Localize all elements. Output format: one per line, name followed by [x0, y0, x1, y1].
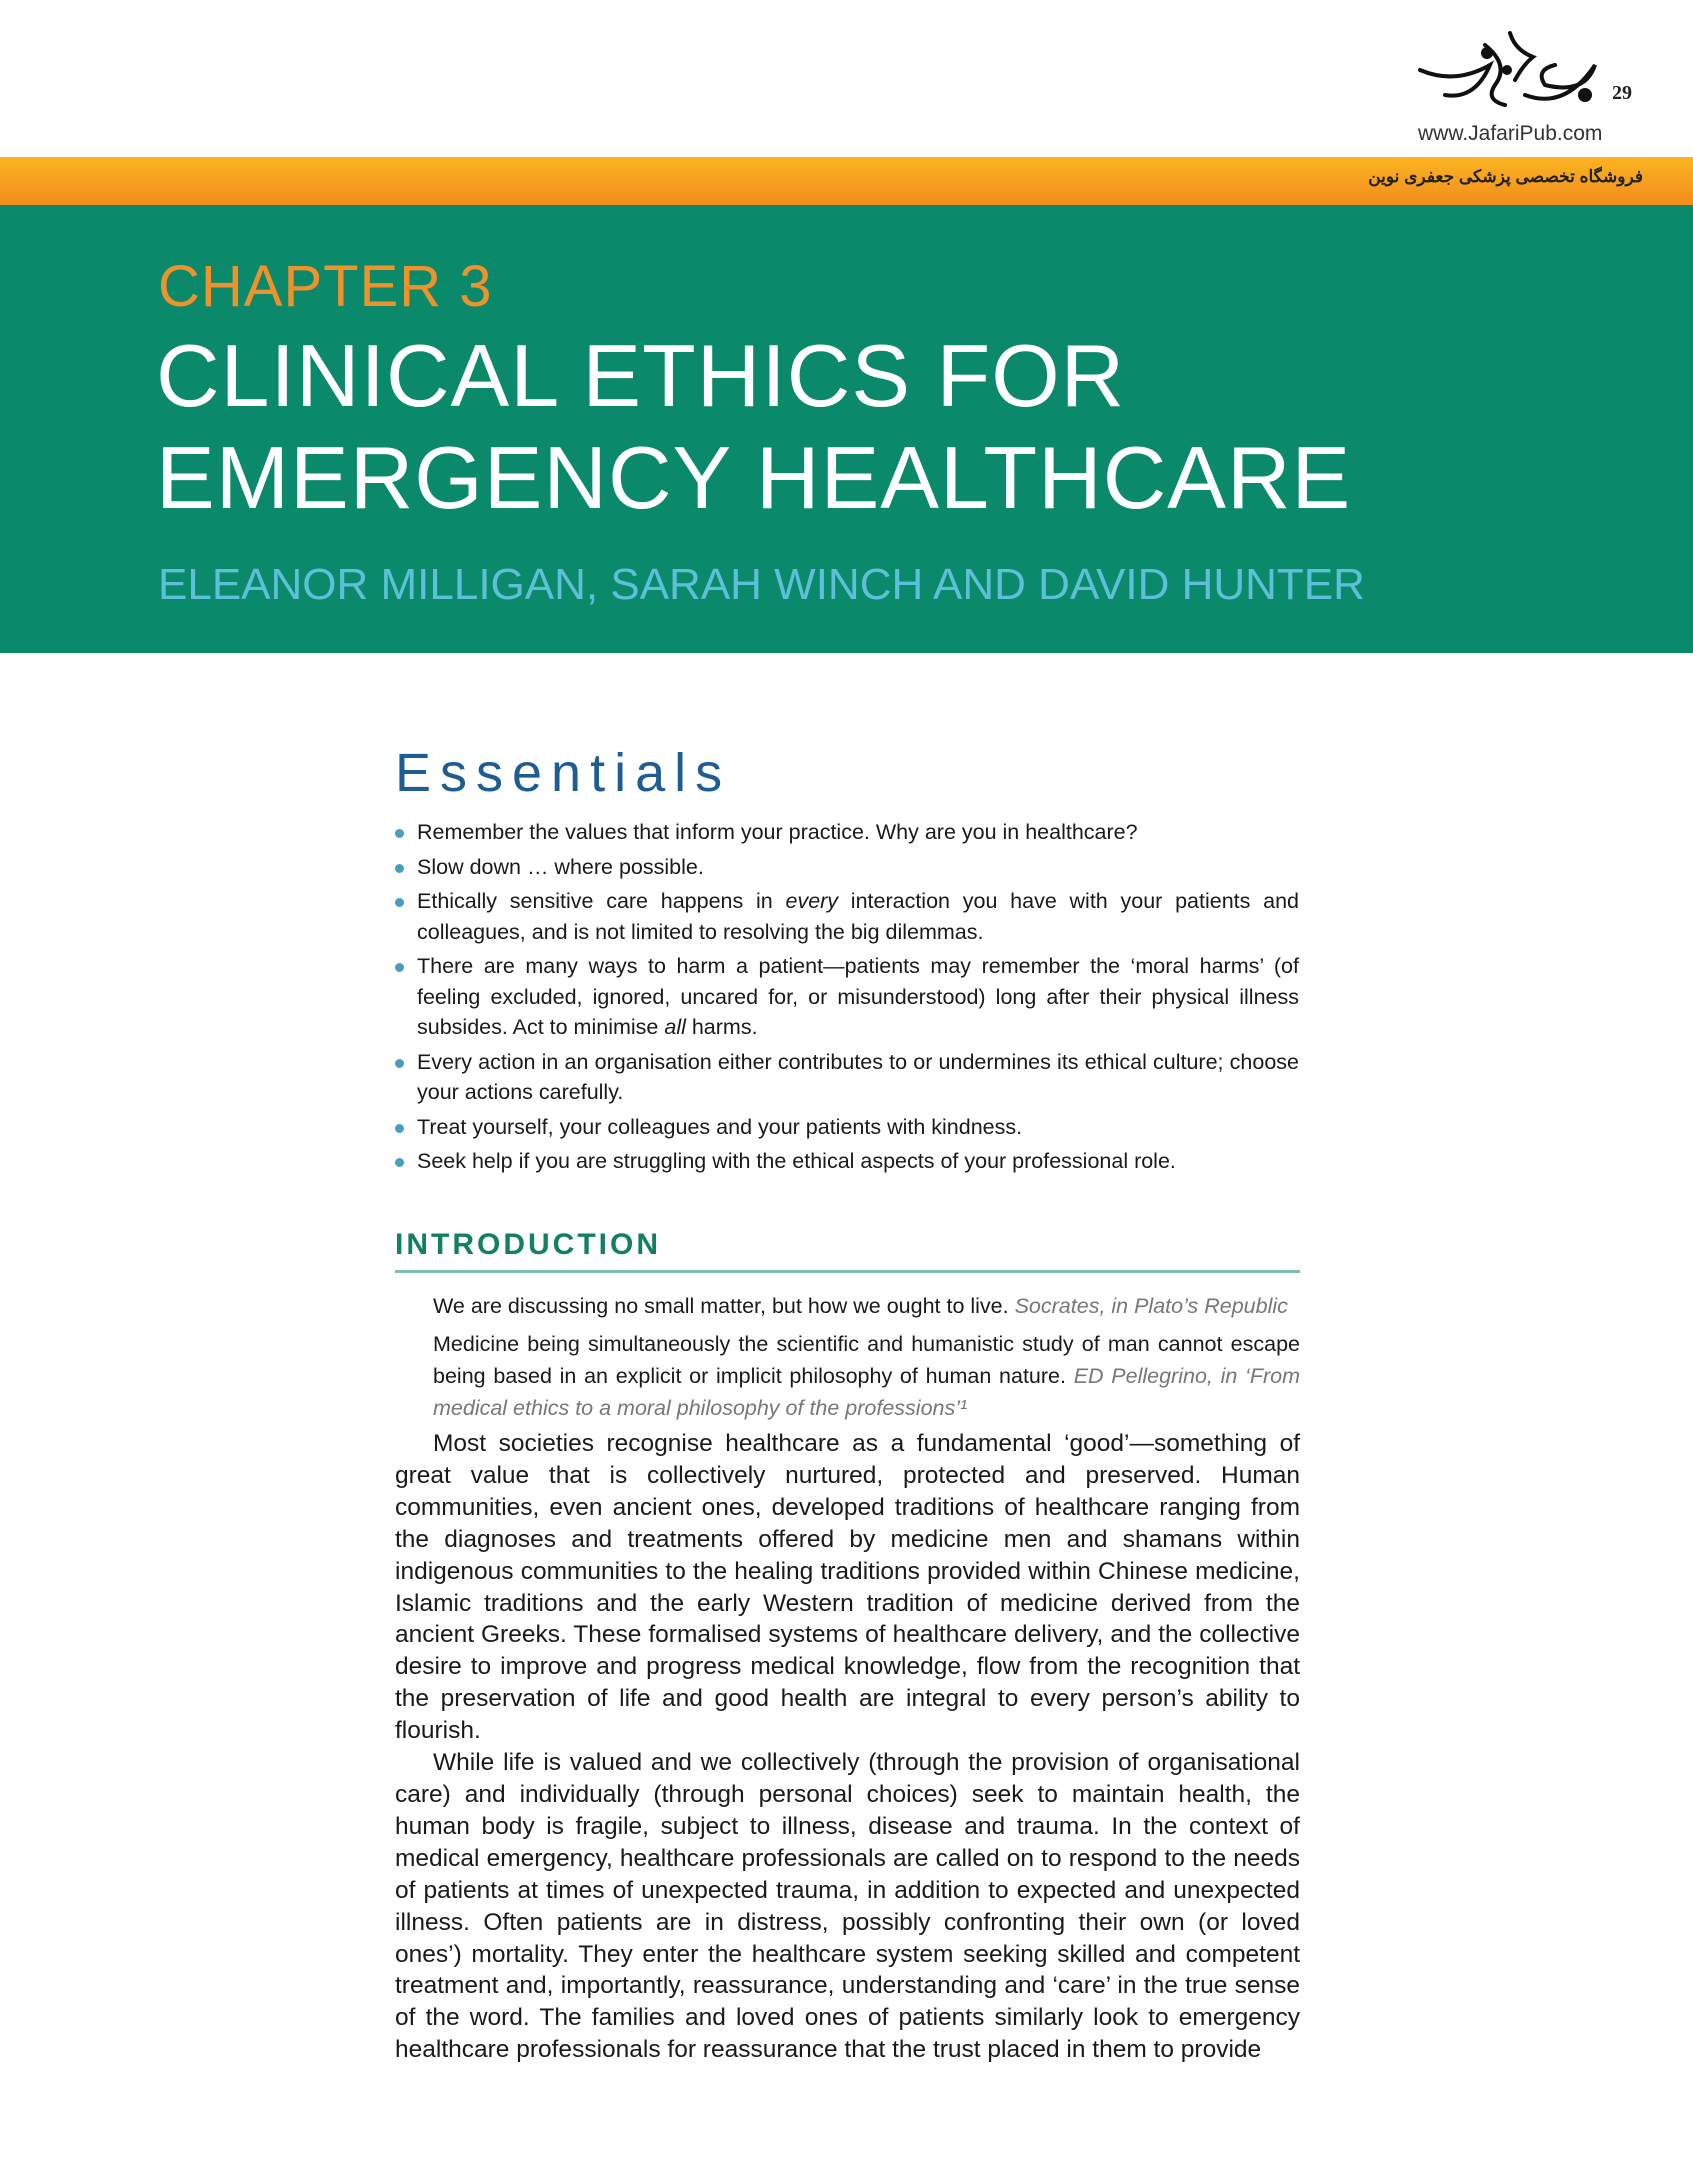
band-text: فروشگاه تخصصی پزشکی جعفری نوین	[1368, 167, 1643, 186]
website-url: www.JafariPub.com	[1418, 122, 1603, 145]
introduction-heading: INTRODUCTION	[395, 1228, 661, 1261]
chapter-title	[156, 325, 1351, 529]
chapter-header	[0, 205, 1693, 653]
quote-text: Medicine being simultaneously the scientific and humanistic study of man cannot escape being based in an explicit or implicit philosophy of human nature.	[433, 1332, 1300, 1388]
item-text: interaction you have with your patients and colleagues, and is not limited to resolving the big dilemmas.	[417, 889, 1299, 944]
item-emphasis: every	[785, 889, 839, 913]
item-text: Remember the values that inform your practice. Why are you in healthcare?	[417, 820, 1138, 844]
epigraphs	[433, 1290, 1300, 1430]
list-item	[393, 1146, 1299, 1177]
item-text: Slow down … where possible.	[417, 854, 704, 879]
chapter-authors: ELEANOR MILLIGAN, SARAH WINCH AND DAVID HUNTER	[158, 560, 1365, 609]
quote-text: We are discussing no small matter, but how we ought to live.	[433, 1294, 1015, 1318]
body-text	[395, 1428, 1300, 2066]
item-text: There are many ways to harm a patient—patients may remember the ‘moral harms’ (of feeling excluded, ignored, uncared for, or misunderstood) long after their physical illness subsides. Act to minimise	[417, 954, 1299, 1039]
epigraph	[433, 1328, 1300, 1424]
title-line: CLINICAL ETHICS FOR	[156, 326, 1126, 425]
essentials-heading: Essentials	[395, 743, 732, 803]
list-item	[393, 852, 1299, 883]
paragraph: While life is valued and we collectively (through the provision of organisational care) and individually (through personal choices) seek to maintain health, the human body is fragile, subject to illness, disease and trauma. In the context of medical emergency, healthcare professionals are called on to respond to the needs of patients at times of unexpected trauma, in addition to expected and unexpected illness. Often patients are in distress, possibly confronting their own (or loved ones’) mortality. They enter the healthcare system seeking skilled and competent treatment and, importantly, reassurance, understanding and ‘care’ in the true sense of the word. The families and loved ones of patients similarly look to emergency healthcare professionals for reassurance that the trust placed in them to provide	[395, 1749, 1300, 2064]
publisher-band	[0, 157, 1693, 205]
item-text: Ethically sensitive care happens in	[417, 889, 786, 913]
list-item	[393, 951, 1299, 1043]
title-line: EMERGENCY HEALTHCARE	[156, 428, 1352, 527]
list-item	[393, 1112, 1299, 1143]
item-text: Every action in an organisation either contributes to or undermines its ethical culture; choose your actions carefully.	[417, 1049, 1299, 1104]
essentials-list	[393, 817, 1299, 1181]
item-emphasis: all	[664, 1015, 686, 1039]
publisher-logo	[1415, 25, 1615, 125]
item-text: Seek help if you are struggling with the ethical aspects of your professional role.	[417, 1149, 1176, 1173]
list-item	[393, 1047, 1299, 1108]
quote-citation: Socrates, in Plato’s Republic	[1014, 1294, 1288, 1318]
quote-citation: ED Pellegrino, in ‘From medical ethics to a moral philosophy of the professions’¹	[433, 1364, 1300, 1420]
heading-divider	[395, 1270, 1300, 1273]
list-item	[393, 817, 1299, 848]
page-number: 29	[1612, 82, 1632, 104]
item-text: Treat yourself, your colleagues and your patients with kindness.	[417, 1114, 1023, 1139]
paragraph: Most societies recognise healthcare as a fundamental ‘good’—something of great value that is collectively nurtured, protected and preserved. Human communities, even ancient ones, developed traditions of healthcare ranging from the diagnoses and treatments offered by medicine men and shamans within indigenous communities to the healing traditions provided within Chinese medicine, Islamic traditions and the early Western tradition of medicine derived from the ancient Greeks. These formalised systems of healthcare delivery, and the collective desire to improve and progress medical knowledge, flow from the recognition that the preservation of life and good health are integral to every person’s ability to flourish.	[395, 1430, 1300, 1745]
epigraph	[433, 1290, 1300, 1322]
list-item	[393, 886, 1299, 947]
item-text: harms.	[685, 1015, 758, 1039]
chapter-label: CHAPTER 3	[158, 254, 493, 319]
